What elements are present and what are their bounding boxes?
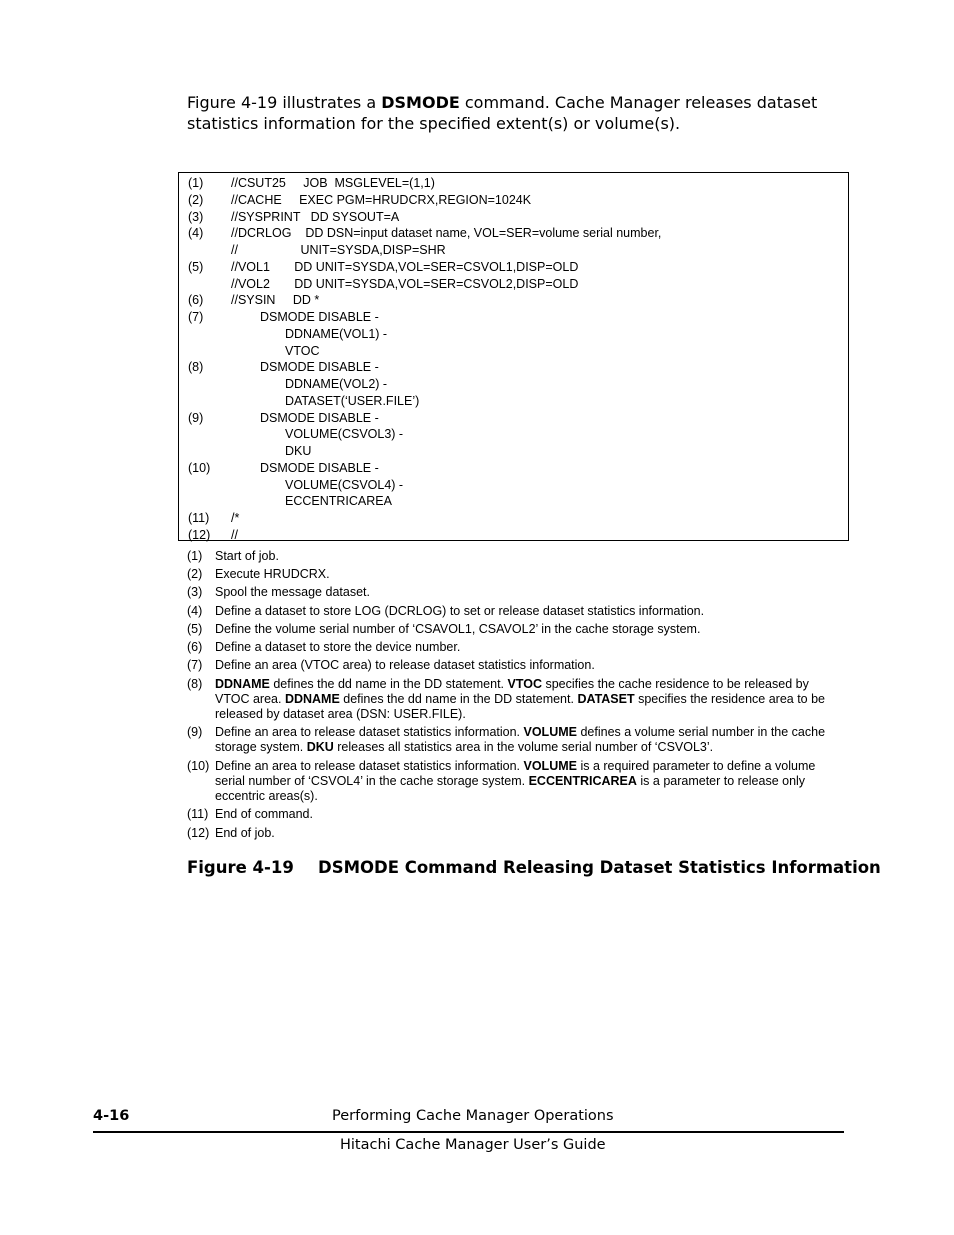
note-text-run: is a required parameter to define a volume serial number of ‘CSVOL4’ in the cache storage system. — [215, 759, 816, 788]
note-text — [215, 585, 837, 600]
code-line-text: //CACHE EXEC PGM=HRUDCRX,REGION=1024K — [231, 192, 532, 207]
code-line-number: (5) — [188, 259, 204, 274]
jcl-code-box — [178, 172, 849, 541]
code-line-number: (7) — [188, 310, 204, 324]
note-text-run: Define a dataset to store LOG (DCRLOG) to set or release dataset statistics information. — [215, 604, 705, 618]
note-number: (8) — [187, 677, 203, 691]
note-text-run: specifies the cache residence to be released by VTOC area. — [215, 677, 809, 706]
page-number: 4-16 — [93, 1108, 130, 1124]
note-text-run: specifies the residence area to be released by dataset area (DSN: USER.FILE). — [215, 692, 826, 721]
note-text-run: Define the volume serial number of ‘CSAVOL1, CSAVOL2’ in the cache storage system. — [215, 622, 701, 636]
note-text-run: is a parameter to release only eccentric areas(s). — [215, 774, 806, 803]
footer-section-title: Performing Cache Manager Operations — [332, 1108, 614, 1124]
code-line-text: // — [231, 527, 238, 542]
note-text-run: Start of job. — [215, 549, 279, 563]
code-line-text: VOLUME(CSVOL3) - — [285, 427, 404, 442]
code-line-number: (8) — [188, 360, 204, 375]
code-line-text: DSMODE DISABLE - — [260, 460, 379, 475]
note-number: (5) — [187, 622, 203, 636]
code-line-text: //SYSPRINT DD SYSOUT=A — [231, 209, 400, 224]
intro-paragraph — [187, 92, 847, 134]
note-text — [215, 807, 837, 822]
code-line-text: ECCENTRICAREA — [285, 494, 392, 509]
code-line-number: (6) — [188, 293, 204, 308]
note-number: (11) — [187, 807, 209, 821]
code-line-number: (10) — [188, 460, 211, 475]
note-number: (12) — [187, 826, 210, 840]
code-line-number: (11) — [188, 511, 210, 525]
figure-label: Figure 4-19 — [187, 858, 294, 877]
note-text — [215, 725, 837, 755]
code-line-text: DDNAME(VOL1) - — [285, 326, 388, 341]
footer-divider — [93, 1131, 844, 1133]
code-line-text: //CSUT25 JOB MSGLEVEL=(1,1) — [231, 176, 435, 190]
code-line-text: /* — [231, 511, 240, 525]
note-text-run: End of job. — [215, 826, 275, 840]
note-text-run: releases all statistics area in the volume serial number of ‘CSVOL3’. — [333, 740, 714, 754]
note-keyword: DDNAME — [215, 677, 270, 691]
note-number: (9) — [187, 725, 203, 739]
code-line-number: (4) — [188, 226, 204, 241]
note-number: (4) — [187, 604, 203, 618]
note-text-run: Define an area to release dataset statistics information. — [215, 725, 524, 739]
note-number: (6) — [187, 640, 203, 654]
code-line-text: DDNAME(VOL2) - — [285, 377, 388, 391]
note-keyword: VOLUME — [523, 759, 577, 773]
code-line-number: (12) — [188, 527, 211, 542]
intro-text-end: command. Cache Manager releases dataset statistics information for the specified extent(s) or volume(s). — [187, 93, 818, 133]
note-text — [215, 567, 837, 582]
code-line-text: VTOC — [285, 343, 320, 358]
note-number: (3) — [187, 585, 203, 599]
note-number: (7) — [187, 658, 203, 672]
code-line-number: (3) — [188, 209, 204, 224]
note-keyword: DDNAME — [284, 692, 340, 706]
intro-command: DSMODE — [381, 93, 460, 112]
code-line-text: DSMODE DISABLE - — [260, 410, 379, 425]
note-text-run: Spool the message dataset. — [215, 585, 370, 599]
note-keyword: VTOC — [507, 677, 542, 691]
note-keyword: ECCENTRICAREA — [528, 774, 637, 788]
code-line-text: DATASET(‘USER.FILE’) — [285, 393, 420, 408]
note-text-run: defines the dd name in the DD statement. — [269, 677, 508, 691]
note-text — [215, 640, 837, 655]
code-line-text: DKU — [285, 444, 312, 458]
note-text — [215, 622, 837, 637]
code-line-text: VOLUME(CSVOL4) - — [285, 477, 404, 492]
code-line-text: //DCRLOG DD DSN=input dataset name, VOL=SER=volume serial number, — [231, 226, 662, 241]
note-keyword: DATASET — [577, 692, 635, 706]
note-text-run: defines the dd name in the DD statement. — [339, 692, 578, 706]
note-text-run: Define an area (VTOC area) to release dataset statistics information. — [215, 658, 595, 672]
code-line-number: (1) — [188, 176, 204, 190]
footer-guide-title: Hitachi Cache Manager User’s Guide — [340, 1137, 606, 1153]
note-number: (2) — [187, 567, 203, 581]
intro-text-start: Figure 4-19 illustrates a — [187, 93, 382, 112]
note-text-run: Define a dataset to store the device number. — [215, 640, 461, 654]
note-text-run: Execute HRUDCRX. — [215, 567, 330, 581]
note-keyword: DKU — [306, 740, 334, 754]
note-text — [215, 759, 837, 804]
note-keyword: VOLUME — [523, 725, 577, 739]
code-line-number: (2) — [188, 192, 204, 207]
note-text-run: End of command. — [215, 807, 313, 821]
code-line-text: // UNIT=SYSDA,DISP=SHR — [231, 243, 446, 257]
note-text-run: defines a volume serial number in the cache storage system. — [215, 725, 826, 754]
note-number: (1) — [187, 549, 203, 563]
note-text — [215, 677, 837, 722]
note-text — [215, 549, 837, 564]
note-text — [215, 658, 837, 673]
code-line-number: (9) — [188, 410, 204, 425]
figure-title: DSMODE Command Releasing Dataset Statistics Information — [318, 858, 881, 877]
code-line-text: //SYSIN DD * — [231, 293, 320, 308]
code-line-text: DSMODE DISABLE - — [260, 310, 379, 324]
code-line-text: DSMODE DISABLE - — [260, 360, 379, 375]
code-line-text: //VOL2 DD UNIT=SYSDA,VOL=SER=CSVOL2,DISP=OLD — [231, 276, 579, 291]
code-line-text: //VOL1 DD UNIT=SYSDA,VOL=SER=CSVOL1,DISP=OLD — [231, 259, 579, 274]
note-text — [215, 604, 837, 619]
note-text-run: Define an area to release dataset statistics information. — [215, 759, 524, 773]
note-number: (10) — [187, 759, 210, 773]
note-text — [215, 826, 837, 841]
